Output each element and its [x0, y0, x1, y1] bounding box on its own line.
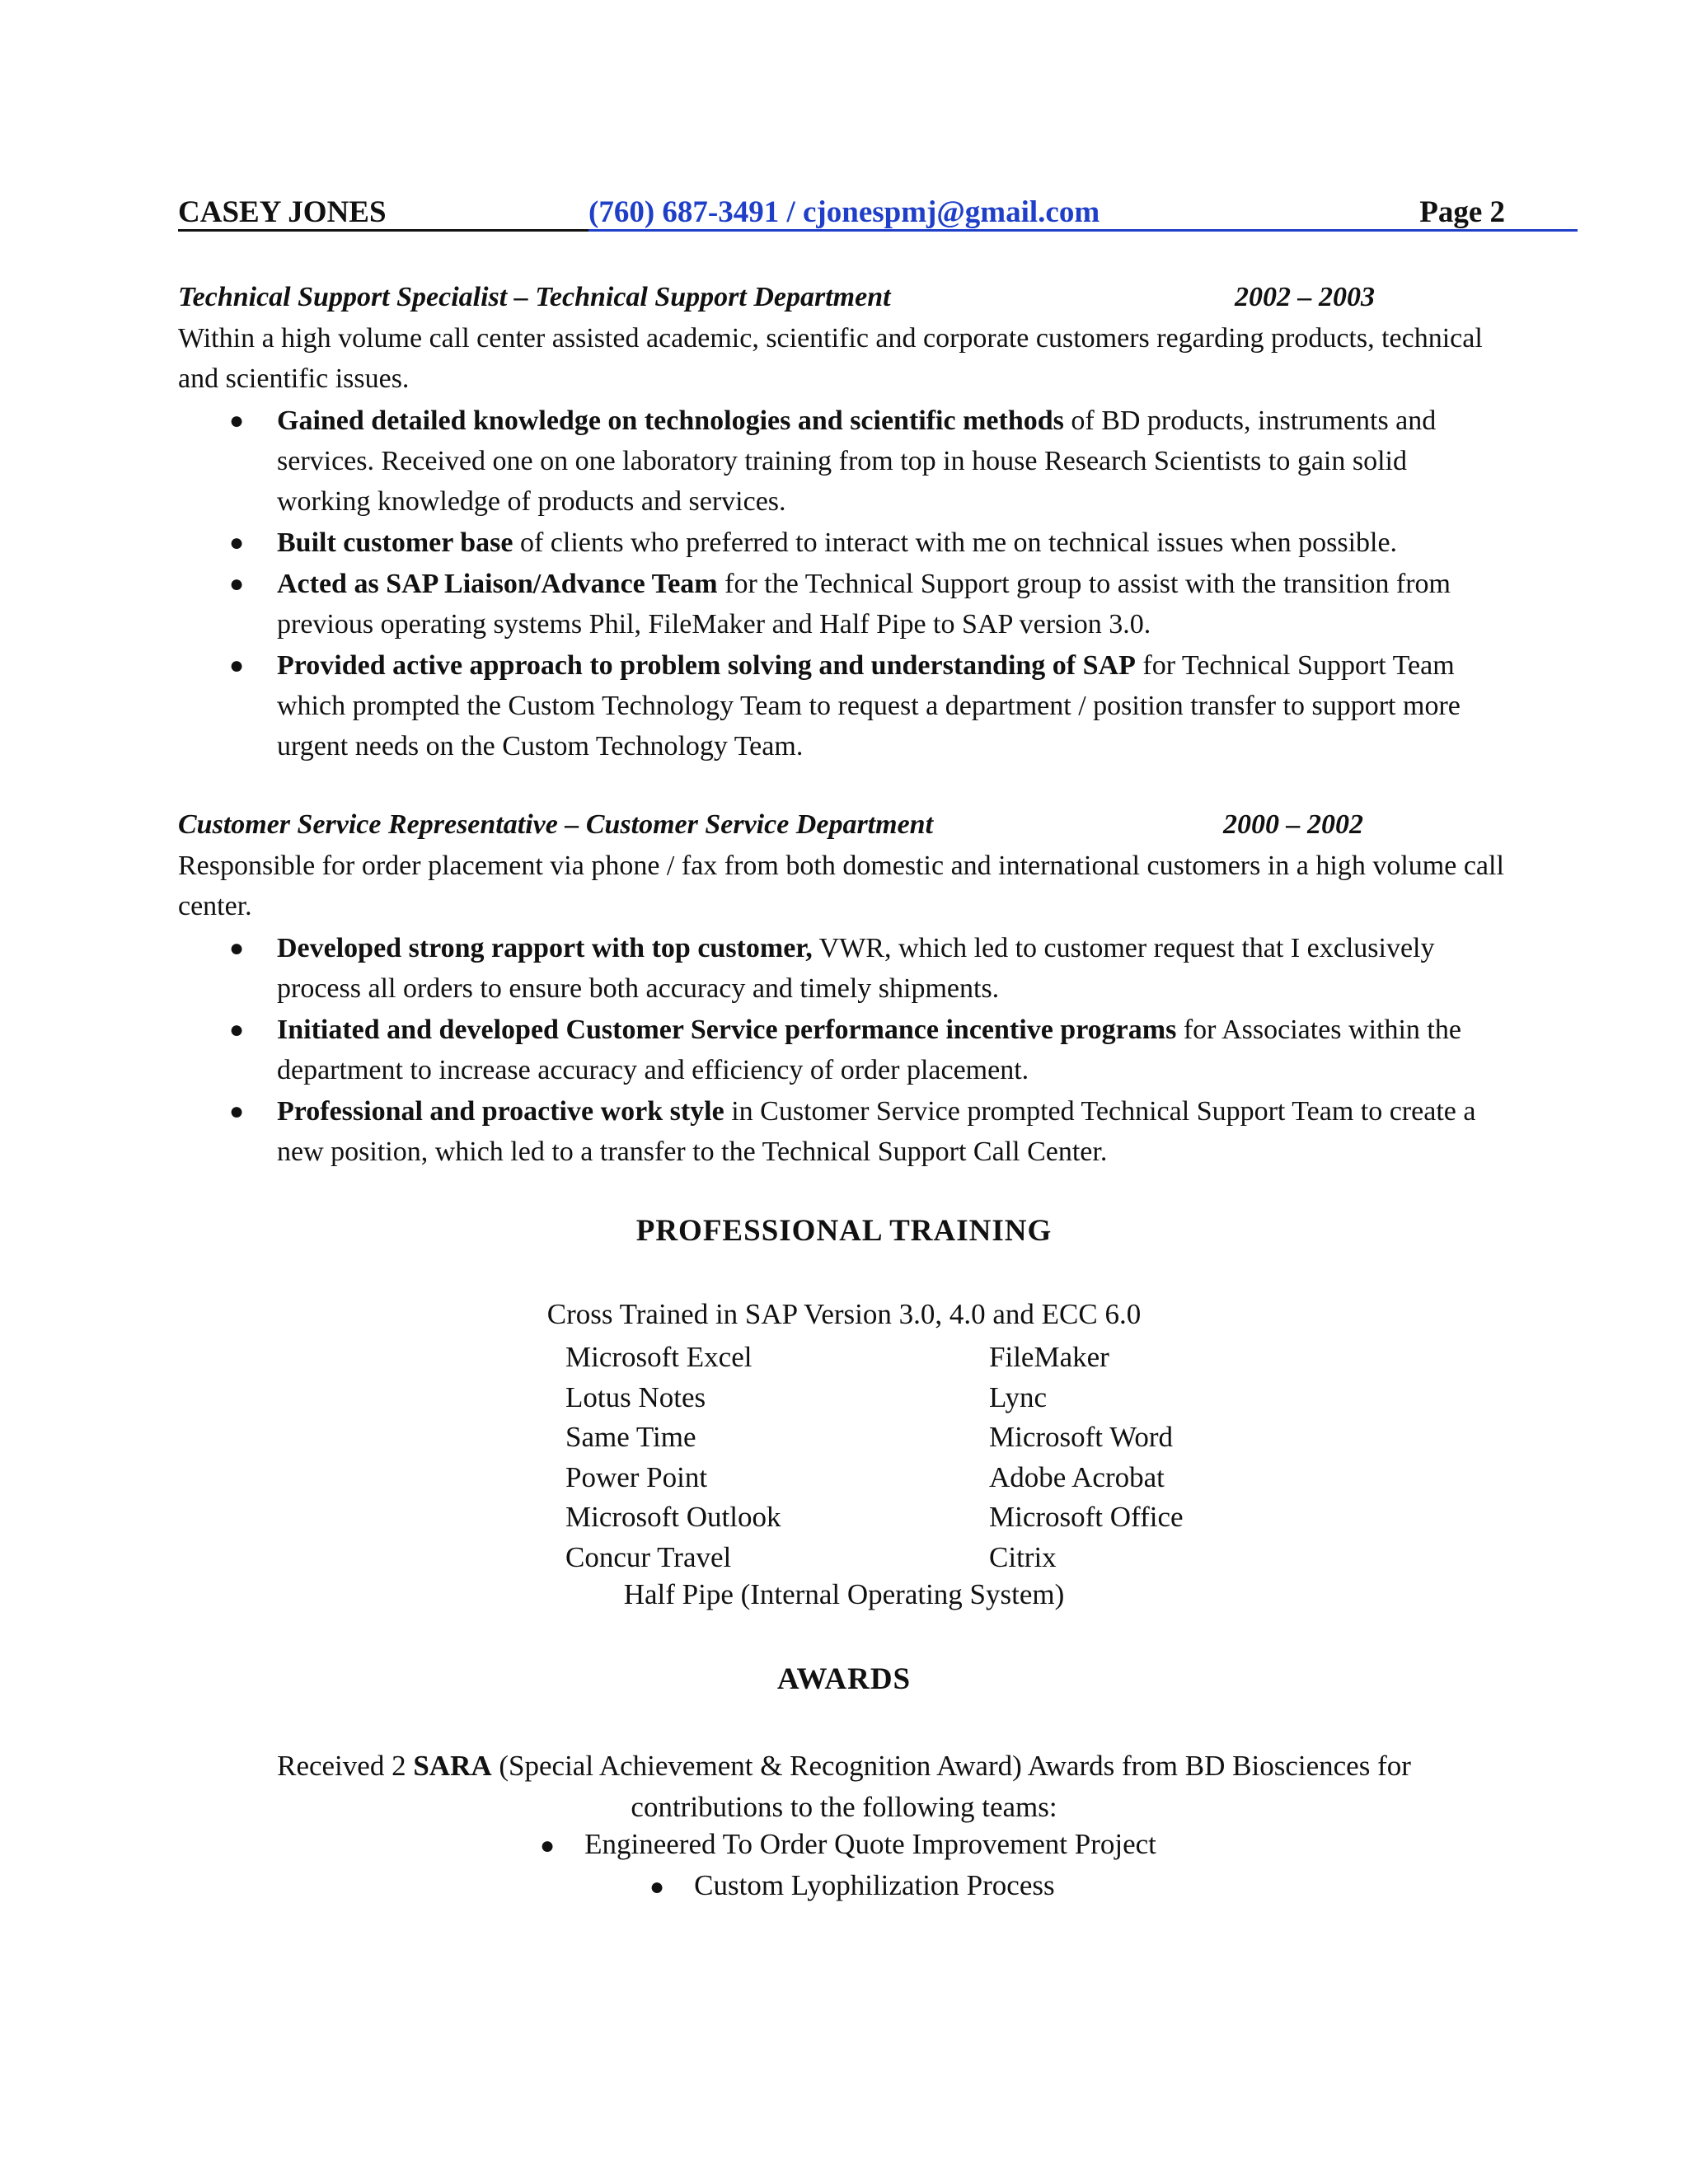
skill-item: Lync [989, 1380, 1047, 1413]
training-heading: PROFESSIONAL TRAINING [635, 1214, 1053, 1248]
award-item-text: Custom Lyophilization Process [694, 1869, 1055, 1901]
job-bullets [178, 928, 1505, 1172]
bullet-icon: ● [229, 1098, 245, 1125]
bullet-text: for Associates within the department to increase accuracy and efficiency of order placement. [277, 1015, 1461, 1085]
job-dates: 2000 – 2002 [1223, 809, 1363, 840]
awards-description [206, 1746, 1482, 1828]
contact-link[interactable]: (760) 687-3491 / cjonespmj@gmail.com [588, 195, 1100, 229]
bullet-text: VWR, which led to customer request that I exclusively process all orders to ensure both accuracy and timely shipments. [277, 933, 1435, 1004]
skills-row [560, 1538, 1220, 1578]
skills-row [560, 1458, 1220, 1498]
bullet-icon: ● [540, 1832, 556, 1859]
page-header [178, 194, 1505, 236]
skills-row [560, 1338, 1220, 1378]
skill-item: Concur Travel [565, 1540, 732, 1573]
bullet-text: of clients who preferred to interact with me on technical issues when possible. [513, 527, 1398, 558]
bullet-highlight: Initiated and developed Customer Service performance incentive programs [277, 1015, 1177, 1045]
awards-text-bold: SARA [413, 1750, 492, 1782]
bullet-icon: ● [229, 652, 245, 679]
job-dates: 2002 – 2003 [1235, 282, 1375, 312]
list-item [178, 645, 1505, 766]
skill-item: Lotus Notes [565, 1380, 706, 1413]
bullet-highlight: Provided active approach to problem solving and understanding of SAP [277, 650, 1136, 681]
list-item [178, 523, 1505, 563]
list-item [178, 1010, 1505, 1090]
list-item [178, 401, 1505, 522]
job-description: Within a high volume call center assisted academic, scientific and corporate customers regarding products, technical and scientific issues. [178, 323, 1483, 394]
skill-item: Power Point [565, 1460, 708, 1493]
job-title-row [178, 277, 1505, 318]
skill-item: Adobe Acrobat [989, 1460, 1165, 1493]
list-item [178, 564, 1505, 644]
skill-item: Microsoft Office [989, 1501, 1184, 1534]
awards-text-post: (Special Achievement & Recognition Award) Awards from BD Biosciences for contributions to the following teams: [491, 1750, 1411, 1823]
skill-item: Microsoft Excel [565, 1341, 753, 1373]
candidate-name: CASEY JONES [178, 195, 387, 229]
bullet-icon: ● [229, 1016, 245, 1043]
skill-item: FileMaker [989, 1341, 1109, 1373]
job-title-row [178, 804, 1505, 846]
award-item-text: Engineered To Order Quote Improvement Project [584, 1828, 1156, 1860]
bullet-highlight: Acted as SAP Liaison/Advance Team [277, 569, 718, 599]
training-intro: Cross Trained in SAP Version 3.0, 4.0 and ECC 6.0 [546, 1298, 1142, 1330]
bullet-icon: ● [229, 935, 245, 962]
bullet-icon: ● [229, 407, 245, 434]
contact-underline [588, 229, 1578, 232]
job-bullets [178, 401, 1505, 766]
skill-item: Microsoft Outlook [565, 1501, 781, 1534]
job-description: Responsible for order placement via phone / fax from both domestic and international customers in a high volume call center. [178, 851, 1504, 921]
bullet-icon: ● [229, 570, 245, 598]
list-item [178, 928, 1505, 1009]
bullet-text: for the Technical Support group to assist with the transition from previous operating systems Phil, FileMaker and Half Pipe to SAP version 3.0. [277, 569, 1451, 640]
bullet-text: in Customer Service prompted Technical Support Team to create a new position, which led to a transfer to the Technical Support Call Center. [277, 1096, 1476, 1167]
training-footer: Half Pipe (Internal Operating System) [623, 1578, 1065, 1610]
skill-item: Microsoft Word [989, 1421, 1174, 1454]
job-entry [178, 277, 1505, 767]
bullet-text: of BD products, instruments and services. Received one on one laboratory training from top in house Research Scientists to gain solid working knowledge of products and services. [277, 405, 1437, 517]
skills-grid [560, 1338, 1220, 1578]
skills-row [560, 1497, 1220, 1538]
bullet-highlight: Developed strong rapport with top customer, [277, 933, 813, 963]
skill-item: Same Time [565, 1421, 696, 1454]
bullet-highlight: Built customer base [277, 527, 513, 558]
awards-heading: AWARDS [776, 1662, 912, 1696]
list-item [649, 1869, 1055, 1902]
job-title: Customer Service Representative – Customer Service Department [178, 809, 934, 840]
list-item [178, 1091, 1505, 1172]
skills-row [560, 1418, 1220, 1458]
skill-item: Citrix [989, 1540, 1057, 1573]
list-item [540, 1828, 1156, 1861]
job-title: Technical Support Specialist – Technical Support Department [178, 282, 891, 312]
bullet-icon: ● [649, 1873, 665, 1900]
skills-row [560, 1378, 1220, 1418]
bullet-text: for Technical Support Team which prompted the Custom Technology Team to request a department / position transfer to support more urgent needs on the Custom Technology Team. [277, 650, 1461, 762]
bullet-highlight: Professional and proactive work style [277, 1096, 724, 1127]
awards-text-pre: Received 2 [277, 1750, 414, 1782]
bullet-highlight: Gained detailed knowledge on technologies and scientific methods [277, 405, 1064, 436]
page-number: Page 2 [1419, 195, 1505, 229]
bullet-icon: ● [229, 529, 245, 556]
job-entry [178, 804, 1505, 1173]
